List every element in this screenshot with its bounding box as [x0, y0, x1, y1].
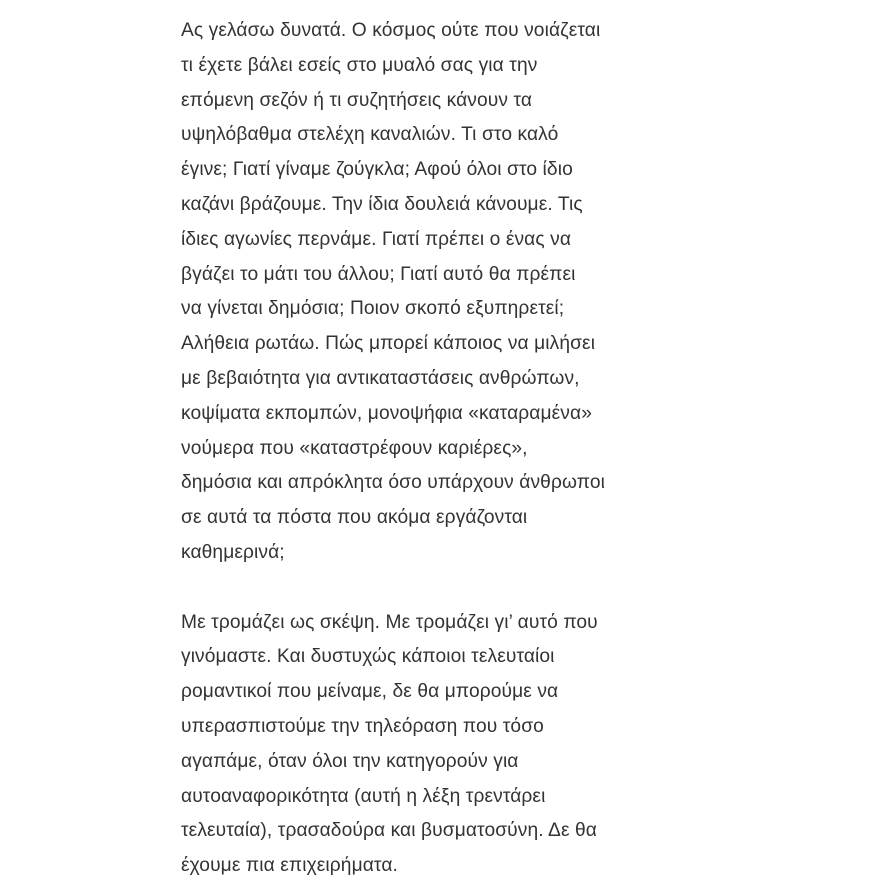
text-line: Αλήθεια ρωτάω. Πώς μπορεί κάποιος να μιλήσει	[181, 333, 596, 355]
document-body	[181, 14, 721, 884]
text-line: σε αυτά τα πόστα που ακόμα εργάζονται	[181, 507, 528, 529]
text-line: κοψίματα εκπομπών, μονοψήφια «καταραμένα»	[181, 402, 592, 424]
paragraph-gap	[181, 571, 721, 606]
text-line: ίδιες αγωνίες περνάμε. Γιατί πρέπει ο ένας να	[181, 228, 572, 250]
text-line: έγινε; Γιατί γίναμε ζούγκλα; Αφού όλοι στο ίδιο	[181, 159, 573, 181]
text-line: βγάζει το μάτι του άλλου; Γιατί αυτό θα πρέπει	[181, 263, 576, 285]
paragraph-2	[181, 606, 721, 884]
text-line: νούμερα που «καταστρέφουν καριέρες»,	[181, 437, 528, 459]
text-line: Με τρομάζει ως σκέψη. Με τρομάζει γι’ αυτό που	[181, 611, 598, 633]
text-line: αγαπάμε, όταν όλοι την κατηγορούν για	[181, 750, 519, 772]
text-line: αυτοαναφορικότητα (αυτή η λέξη τρεντάρει	[181, 785, 546, 807]
text-line: να γίνεται δημόσια; Ποιον σκοπό εξυπηρετεί;	[181, 298, 565, 320]
text-line: υψηλόβαθμα στελέχη καναλιών. Τι στο καλό	[181, 124, 559, 146]
text-line: έχουμε πια επιχειρήματα.	[181, 855, 398, 877]
text-line: με βεβαιότητα για αντικαταστάσεις ανθρώπων,	[181, 367, 580, 389]
text-line: επόμενη σεζόν ή τι συζητήσεις κάνουν τα	[181, 89, 533, 111]
text-line: καζάνι βράζουμε. Την ίδια δουλειά κάνουμε. Τις	[181, 193, 583, 215]
paragraph-1	[181, 14, 721, 571]
text-line: γινόμαστε. Και δυστυχώς κάποιοι τελευταίοι	[181, 646, 555, 668]
text-line: τι έχετε βάλει εσείς στο μυαλό σας για την	[181, 54, 538, 76]
text-line: τελευταία), τρασαδούρα και βυσματοσύνη. Δε θα	[181, 820, 597, 842]
text-line: δημόσια και απρόκλητα όσο υπάρχουν άνθρωποι	[181, 472, 605, 494]
text-line: Ας γελάσω δυνατά. Ο κόσμος ούτε που νοιάζεται	[181, 20, 601, 41]
text-line: υπερασπιστούμε την τηλεόραση που τόσο	[181, 715, 544, 737]
text-line: ρομαντικοί που μείναμε, δε θα μπορούμε να	[181, 681, 559, 703]
text-line: καθημερινά;	[181, 541, 285, 563]
